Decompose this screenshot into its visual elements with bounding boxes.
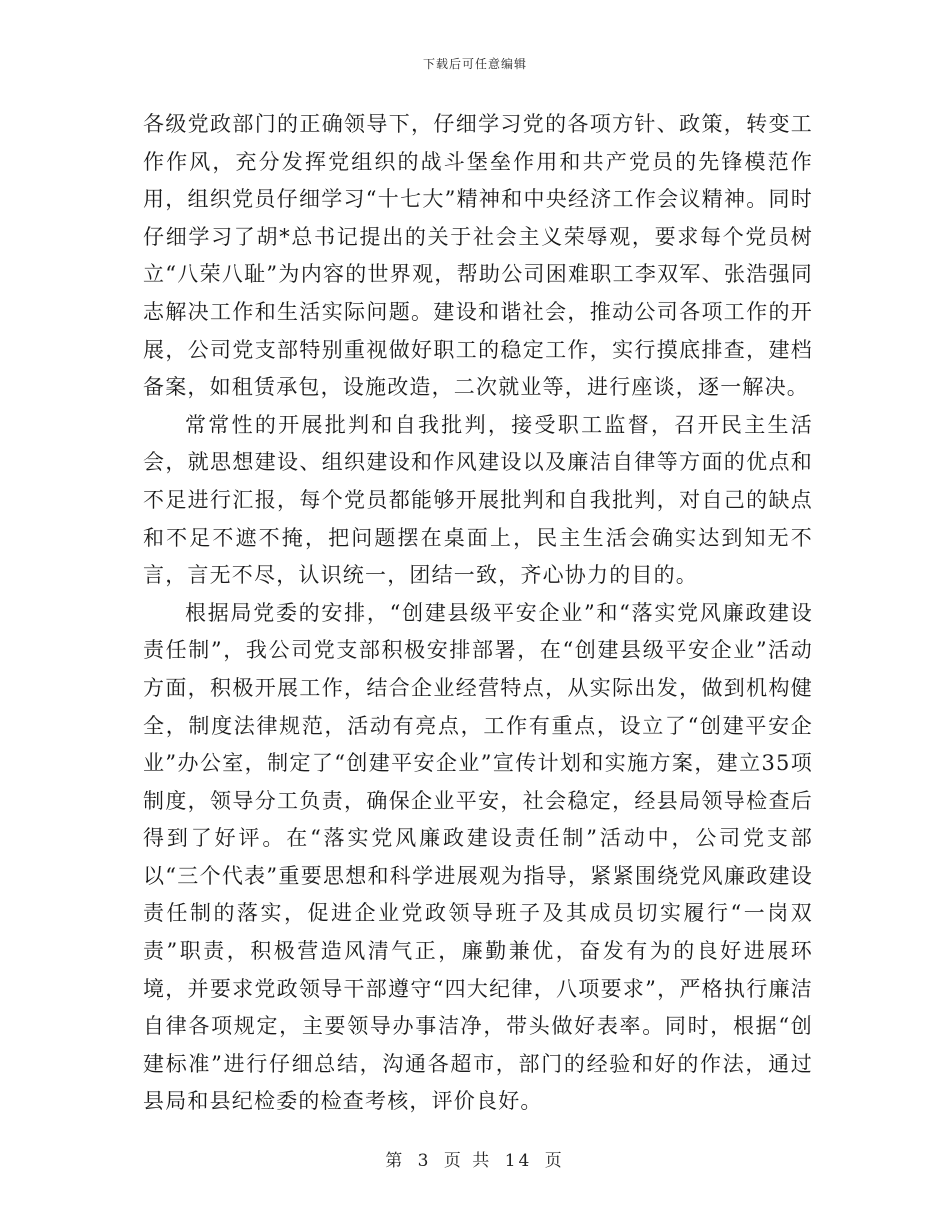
footer-suffix: 页 [544,1151,565,1171]
page-header-note: 下载后可任意编辑 [422,57,527,71]
footer-prefix: 第 [385,1151,406,1171]
paragraph-3: 根据局党委的安排，“创建县级平安企业”和“落实党风廉政建设责任制”，我公司党支部积极安排部署，在“创建县级平安企业”活动方面，积极开展工作，结合企业经营特点，从实际出发，做到机构健全，制度法律规范，活动有亮点，工作有重点，设立了“创建平安企业”办公室，制定了“创建平安企业”宣传计划和实施方案，建立35项制度，领导分工负责，确保企业平安，社会稳定，经县局领导检查后得到了好评。在“落实党风廉政建设责任制”活动中，公司党支部以“三个代表”重要思想和科学进展观为指导，紧紧围绕党风廉政建设责任制的落实，促进企业党政领导班子及其成员切实履行“一岗双责”职责，积极营造风清气正，廉勤兼优，奋发有为的良好进展环境，并要求党政领导干部遵守“四大纪律，八项要求”，严格执行廉洁自律各项规定，主要领导办事洁净，带头做好表率。同时，根据“创建标准”进行仔细总结，沟通各超市，部门的经验和好的作法，通过县局和县纪检委的检查考核，评价良好。 [143,600,813,1114]
page-footer [0,1146,950,1171]
footer-total-pages: 14 [504,1151,533,1171]
footer-middle: 页 共 [443,1151,493,1171]
document-body [143,106,813,1121]
paragraph-1: 各级党政部门的正确领导下，仔细学习党的各项方针、政策，转变工作作风，充分发挥党组织的战斗堡垒作用和共产党员的先锋模范作用，组织党员仔细学习“十七大”精神和中央经济工作会议精神。同时仔细学习了胡*总书记提出的关于社会主义荣辱观，要求每个党员树立“八荣八耻”为内容的世界观，帮助公司困难职工李双军、张浩强同志解决工作和生活实际问题。建设和谐社会，推动公司各项工作的开展，公司党支部特别重视做好职工的稳定工作，实行摸底排查，建档备案，如租赁承包，设施改造，二次就业等，进行座谈，逐一解决。 [143,112,813,400]
paragraph-2: 常常性的开展批判和自我批判，接受职工监督，召开民主生活会，就思想建设、组织建设和作风建设以及廉洁自律等方面的优点和不足进行汇报，每个党员都能够开展批判和自我批判，对自己的缺点和不足不遮不掩，把问题摆在桌面上，民主生活会确实达到知无不言，言无不尽，认识统一，团结一致，齐心协力的目的。 [143,412,813,588]
footer-page-number: 3 [417,1151,432,1171]
